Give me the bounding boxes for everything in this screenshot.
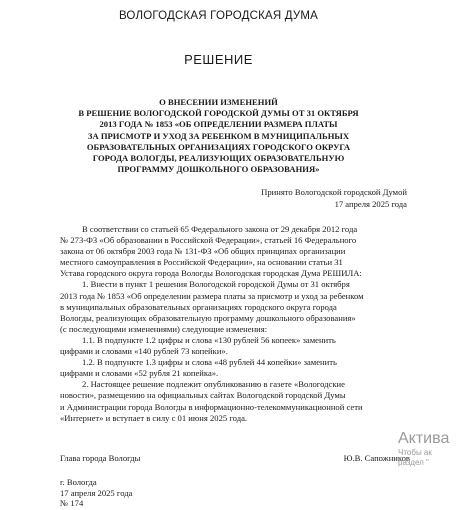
document-meta [60, 477, 132, 509]
text-line: и Администрации города Вологды в информационно-телекоммуникационной сети [60, 401, 363, 412]
adoption-line: Принято Вологодской городской Думой [261, 187, 407, 197]
text-line: цифрами и словами «140 рублей 73 копейки». [60, 346, 228, 357]
adoption-note [187, 187, 407, 210]
text-line: в муниципальных образовательных организациях городского округа города [60, 301, 337, 312]
text-line: 2. Настоящее решение подлежит опубликованию в газете «Вологодские [82, 379, 345, 390]
watermark-line: Актива [398, 430, 450, 447]
text-line: (с последующими изменениями) следующие изменения: [60, 323, 268, 334]
text-line: В соответствии со статьей 65 Федерального закона от 29 декабря 2012 года [82, 224, 358, 234]
signatory-name: Ю.В. Сапожников [343, 453, 410, 463]
signatory-position: Глава города Вологды [60, 453, 141, 463]
clause-1-2-paragraph [60, 357, 410, 379]
activation-watermark [398, 430, 458, 480]
meta-number: № 174 [60, 498, 84, 508]
council-name: ВОЛОГОДСКАЯ ГОРОДСКАЯ ДУМА [118, 10, 319, 22]
text-line: 1.1. В подпункте 1.2 цифры и слова «130 рублей 56 копеек» заменить [82, 334, 336, 345]
text-line: закона от 06 октября 2003 года № 131-ФЗ «Об общих принципах организации [60, 246, 346, 257]
text-line: 2013 года № 1853 «Об определении размера платы за присмотр и уход за ребенком [60, 290, 364, 301]
watermark-line: Чтобы ак [398, 448, 432, 457]
text-line: цифрами и словами «52 рубля 21 копейка». [60, 368, 219, 379]
watermark-line: раздел " [398, 458, 429, 467]
meta-date: 17 апреля 2025 года [60, 487, 133, 498]
title-line: ЗА ПРИСМОТР И УХОД ЗА РЕБЕНКОМ В МУНИЦИПАЛЬНЫХ [87, 130, 350, 141]
text-line: «Интернет» и вступает в силу с 01 июня 2025 года. [60, 412, 248, 423]
text-line: 1. Внести в пункт 1 решения Вологодской городской Думы от 31 октября [82, 279, 350, 290]
text-line: новости», размещению на официальных сайтах Вологодской городской Думы [60, 390, 346, 401]
document-body [60, 224, 410, 424]
meta-city: г. Вологда [60, 477, 97, 487]
text-line: Устава городского округа города Вологды Вологодская городская Дума РЕШИЛА: [60, 268, 362, 279]
text-line: 1.2. В подпункте 1.3 цифры и слова «48 рублей 44 копейки» заменить [82, 357, 337, 368]
title-line: 2013 ГОДА № 1853 «ОБ ОПРЕДЕЛЕНИИ РАЗМЕРА ПЛАТЫ [99, 119, 338, 130]
title-line: ПРОГРАММУ ДОШКОЛЬНОГО ОБРАЗОВАНИЯ» [117, 164, 320, 175]
text-line: местного самоуправления в Российской Федерации», на основании статьи 31 [60, 257, 343, 268]
clause-1-paragraph [60, 279, 410, 334]
clause-2-paragraph [60, 379, 410, 423]
title-line: О ВНЕСЕНИИ ИЗМЕНЕНИЙ [159, 97, 278, 107]
document-title [60, 97, 377, 175]
text-line: № 273-ФЗ «Об образовании в Российской Федерации», статьей 16 Федерального [60, 235, 357, 246]
adoption-date: 17 апреля 2025 года [334, 198, 407, 209]
title-line: В РЕШЕНИЕ ВОЛОГОДСКОЙ ГОРОДСКОЙ ДУМЫ ОТ 31 ОКТЯБРЯ [78, 108, 359, 119]
title-line: ГОРОДА ВОЛОГДЫ, РЕАЛИЗУЮЩИХ ОБРАЗОВАТЕЛЬНУЮ [92, 153, 345, 164]
title-line: ОБРАЗОВАТЕЛЬНЫХ ОРГАНИЗАЦИЯХ ГОРОДСКОГО ОКРУГА [86, 141, 351, 152]
signature-block [60, 453, 410, 463]
text-line: Вологды, реализующих образовательную программу дошкольного образования» [60, 312, 356, 323]
document-type-heading: РЕШЕНИЕ [184, 52, 253, 67]
preamble-paragraph [60, 224, 410, 279]
clause-1-1-paragraph [60, 335, 410, 357]
